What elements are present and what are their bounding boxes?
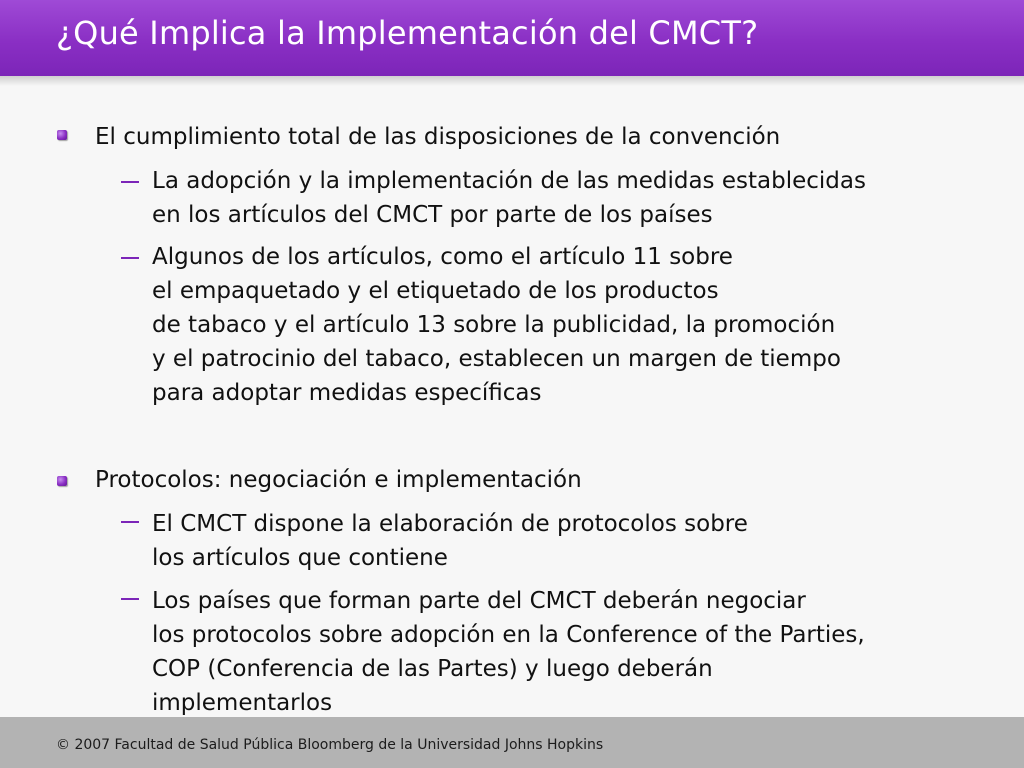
sub-bullet-text: Los países que forman parte del CMCT deberán negociar los protocolos sobre adopción en la Conference of the Parties, COP (Conferencia de las Partes) y luego deberán implementarlos — [152, 588, 865, 716]
title-bar-shadow — [0, 76, 1024, 86]
bullet-icon — [57, 130, 67, 140]
section-heading: El cumplimiento total de las disposiciones de la convención — [95, 124, 781, 150]
dash-icon — [121, 598, 139, 600]
section-heading: Protocolos: negociación e implementación — [95, 467, 582, 493]
sub-bullet-text: Algunos de los artículos, como el artículo 11 sobre el empaquetado y el etiquetado de los productos de tabaco y el artículo 13 sobre la publicidad, la promoción y el patrocinio del tabaco, establecen un margen de tiempo para adoptar medidas específicas — [152, 244, 841, 406]
dash-icon — [121, 181, 139, 183]
sub-bullet-text: El CMCT dispone la elaboración de protocolos sobre los artículos que contiene — [152, 511, 748, 571]
dash-icon — [121, 521, 139, 523]
slide-title: ¿Qué Implica la Implementación del CMCT? — [56, 14, 759, 52]
footer-bar — [0, 717, 1024, 768]
dash-icon — [121, 257, 139, 259]
title-bar — [0, 0, 1024, 76]
sub-bullet-text: La adopción y la implementación de las medidas establecidas en los artículos del CMCT por parte de los países — [152, 168, 866, 228]
copyright-text: © 2007 Facultad de Salud Pública Bloomberg de la Universidad Johns Hopkins — [56, 737, 604, 753]
bullet-icon — [57, 476, 67, 486]
